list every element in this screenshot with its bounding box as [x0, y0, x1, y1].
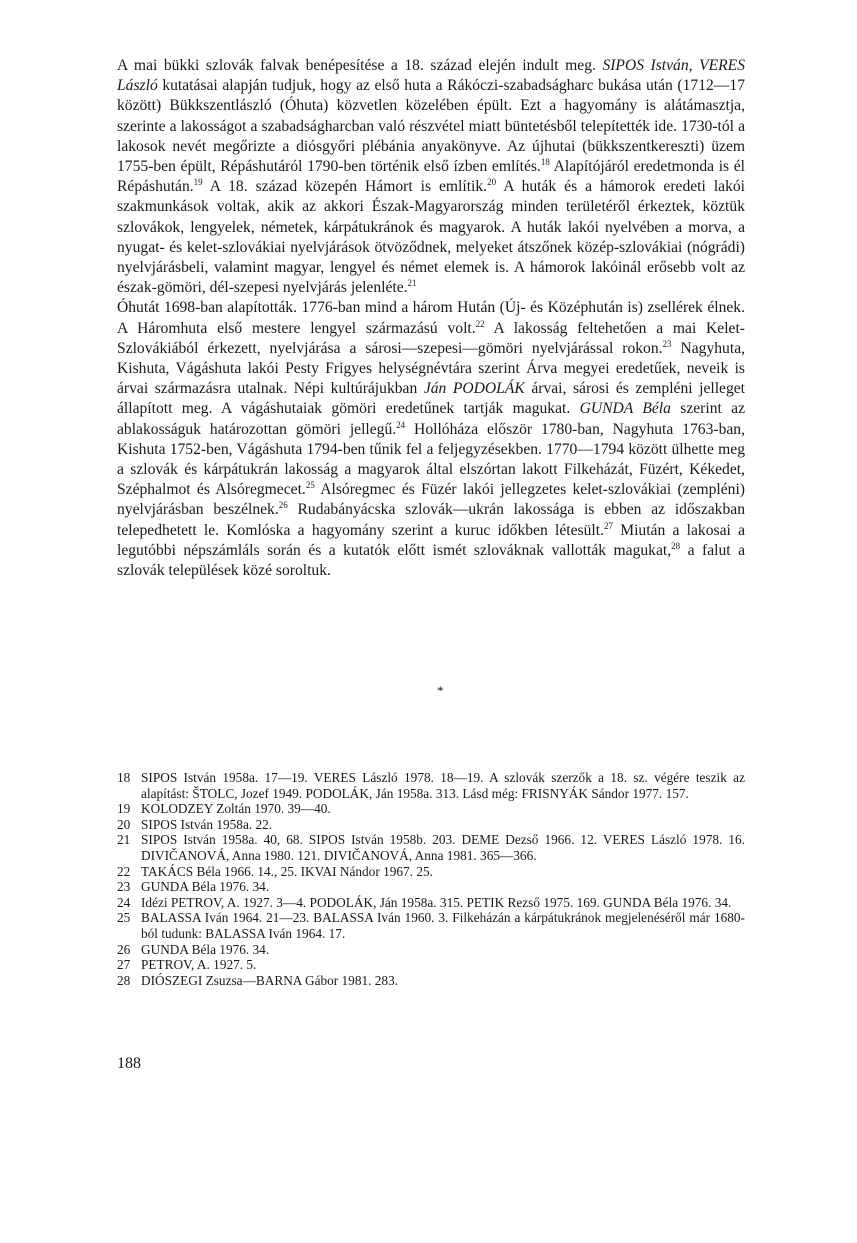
footnote-number: 24	[117, 894, 131, 910]
text-run: szerint az ablakosságuk határozottan gömöri jellegű.	[117, 400, 745, 438]
text-run: kutatásai alapján tudjuk, hogy az első huta a Rákóczi-szabadságharc bukása után (1712—17 között) Bükkszentlászló (Óhuta) közvetlen közelében épült. Ezt a hagyomány is alátámasztja, szerinte a lakosságot a szabadságharcban való részvétel miatt büntetésből telepítették ide. 1730-tól a lakosok nevét megőrizte a diósgyőri plébánia anyakönyve. Az újhutai (bükkszentkereszti) üzem 1755-ben épült, Répáshutáról 1790-ben történik első ízben említés.	[117, 77, 745, 176]
footnote	[117, 864, 745, 880]
footnote	[117, 942, 745, 958]
footnote-ref: 18	[540, 156, 550, 167]
footnote-ref: 26	[278, 500, 288, 511]
footnote-number: 23	[117, 879, 131, 895]
footnote	[117, 957, 745, 973]
footnote-number: 27	[117, 957, 131, 973]
text-run: árvai, sárosi és zempléni jelleget állapított meg. A vágáshutaiak gömöri eredetűnek tartják magukat.	[117, 380, 746, 418]
author-name: Ján PODOLÁK	[423, 380, 525, 398]
text-run: A huták és a hámorok eredeti lakói szakmunkások voltak, akik az akkori Észak-Magyarország minden területéről érkeztek, köztük szlovákok, lengyelek, németek, kárpátukránok és magyarok. A huták lakói nyelvében a morva, a nyugat- és kelet-szlovákiai nyelvjárások ötvöződnek, melyeket átszőnek közép-szlovákiai (nógrádi) nyelvjárásbeli, valamint magyar, lengyel és német elemek is. A hámorok lakóinál erősebb volt az észak-gömöri, dél-szepesi nyelvjárás jelenléte.	[117, 178, 745, 297]
footnote-ref: 24	[396, 419, 406, 430]
footnote-text: SIPOS István 1958a. 22.	[141, 816, 273, 832]
text-run: A mai bükki szlovák falvak benépesítése a 18. század elején indult meg.	[117, 57, 603, 74]
footnotes	[117, 770, 745, 988]
footnote-number: 21	[117, 832, 131, 848]
footnote-text: Idézi PETROV, A. 1927. 3—4. PODOLÁK, Ján 1958a. 315. PETIK Rezső 1975. 169. GUNDA Béla 1976. 34.	[141, 894, 732, 910]
footnote	[117, 832, 745, 863]
paragraph-settlement-history	[117, 56, 745, 298]
footnote-ref: 25	[305, 480, 315, 491]
footnote-text: BALASSA Iván 1964. 21—23. BALASSA Iván 1960. 3. Filkeházán a kárpátukránok megjelenéséről már 1680-ból tudunk: BALASSA Iván 1964. 17.	[141, 910, 745, 941]
page-number: 188	[117, 1055, 141, 1072]
footnote-text: KOLODZEY Zoltán 1970. 39—40.	[141, 801, 331, 817]
footnote-text: PETROV, A. 1927. 5.	[141, 957, 257, 973]
footnote-ref: 28	[671, 540, 681, 551]
section-separator: *	[437, 683, 444, 698]
paragraph-huta-origins	[117, 298, 745, 581]
footnote-number: 25	[117, 910, 131, 926]
footnote	[117, 910, 745, 941]
footnote-number: 22	[117, 863, 131, 879]
footnote-ref: 23	[662, 338, 672, 349]
footnote-number: 28	[117, 972, 131, 988]
footnote-text: SIPOS István 1958a. 40, 68. SIPOS István 1958b. 203. DEME Dezső 1966. 12. VERES László 1978. 16. DIVIČANOVÁ, Anna 1980. 121. DIVIČANOVÁ, Anna 1981. 365—366.	[141, 832, 745, 863]
author-name: SIPOS István, VERES László	[117, 57, 745, 95]
footnote-number: 19	[117, 801, 131, 817]
text-run: Miután a lakosai a legutóbbi népszámláls során és a kutatók előtt ismét szlováknak vallották magukat,	[117, 521, 746, 559]
footnote-number: 18	[117, 770, 131, 785]
text-run: Hollóháza először 1780-ban, Nagyhuta 1763-ban, Kishuta 1752-ben, Vágáshuta 1794-ben tűnik fel a feljegyzésekben. 1770—1794 között ülhette meg a szlovák és kárpátukrán lakosság a magyarok által elszórtan lakott Filkeházát, Füzért, Kékedet, Széphalmot és Alsóregmecet.	[117, 420, 745, 499]
footnote-number: 26	[117, 941, 131, 957]
footnote	[117, 770, 745, 801]
footnote	[117, 817, 745, 833]
footnote-text: DIÓSZEGI Zsuzsa—BARNA Gábor 1981. 283.	[141, 972, 399, 988]
text-run: A 18. század közepén Hámort is említik.	[202, 178, 488, 196]
text-run: Alapítójáról eredetmonda is él Répáshután.	[117, 158, 746, 196]
footnote-text: SIPOS István 1958a. 17—19. VERES László 1978. 18—19. A szlovák szerzők a 18. sz. végére teszik az alapítást: ŠTOLC, Jozef 1949. PODOLÁK, Ján 1958a. 313. Lásd még: FRISNYÁK Sándor 1977. 157.	[141, 770, 745, 801]
footnote	[117, 879, 745, 895]
footnote	[117, 895, 745, 911]
footnote-ref: 27	[603, 520, 613, 531]
text-run: Alsóregmec és Füzér lakói jellegzetes kelet-szlovákiai (zempléni) nyelvjárásban beszélnek.	[117, 481, 745, 519]
footnote-ref: 21	[407, 278, 417, 289]
text-run: Óhutát 1698-ban alapították. 1776-ban mind a három Hután (Új- és Középhután is) zsellérek élnek. A Háromhuta első mestere lengyel származású volt.	[117, 299, 745, 337]
footnote-number: 20	[117, 816, 131, 832]
text-run: a falut a szlovák települések közé soroltuk.	[117, 541, 745, 580]
footnote-ref: 19	[193, 177, 203, 188]
body-text	[117, 56, 745, 581]
text-run: A lakosság feltehetően a mai Kelet-Szlovákiából érkezett, nyelvjárása a sárosi—szepesi—gömöri nyelvjárással rokon.	[117, 319, 746, 357]
text-run: Nagyhuta, Kishuta, Vágáshuta lakói Pesty Frigyes helységnévtára szerint Árva megyei eredetűek, neveik is árvai származásra utalnak. Népi kultúrájukban	[117, 339, 746, 398]
footnote-ref: 22	[475, 318, 485, 329]
footnote-ref: 20	[487, 177, 497, 188]
footnote-text: GUNDA Béla 1976. 34.	[141, 879, 270, 895]
footnote-text: TAKÁCS Béla 1966. 14., 25. IKVAI Nándor 1967. 25.	[141, 863, 433, 879]
footnote-text: GUNDA Béla 1976. 34.	[141, 941, 270, 957]
text-run: Rudabányácska szlovák—ukrán lakossága is ebben az időszakban telepedhetett le. Komlóska a hagyomány szerint a kuruc időkben létesült.	[117, 501, 745, 539]
footnote	[117, 801, 745, 817]
author-name: GUNDA Béla	[579, 400, 671, 418]
footnote	[117, 973, 745, 989]
